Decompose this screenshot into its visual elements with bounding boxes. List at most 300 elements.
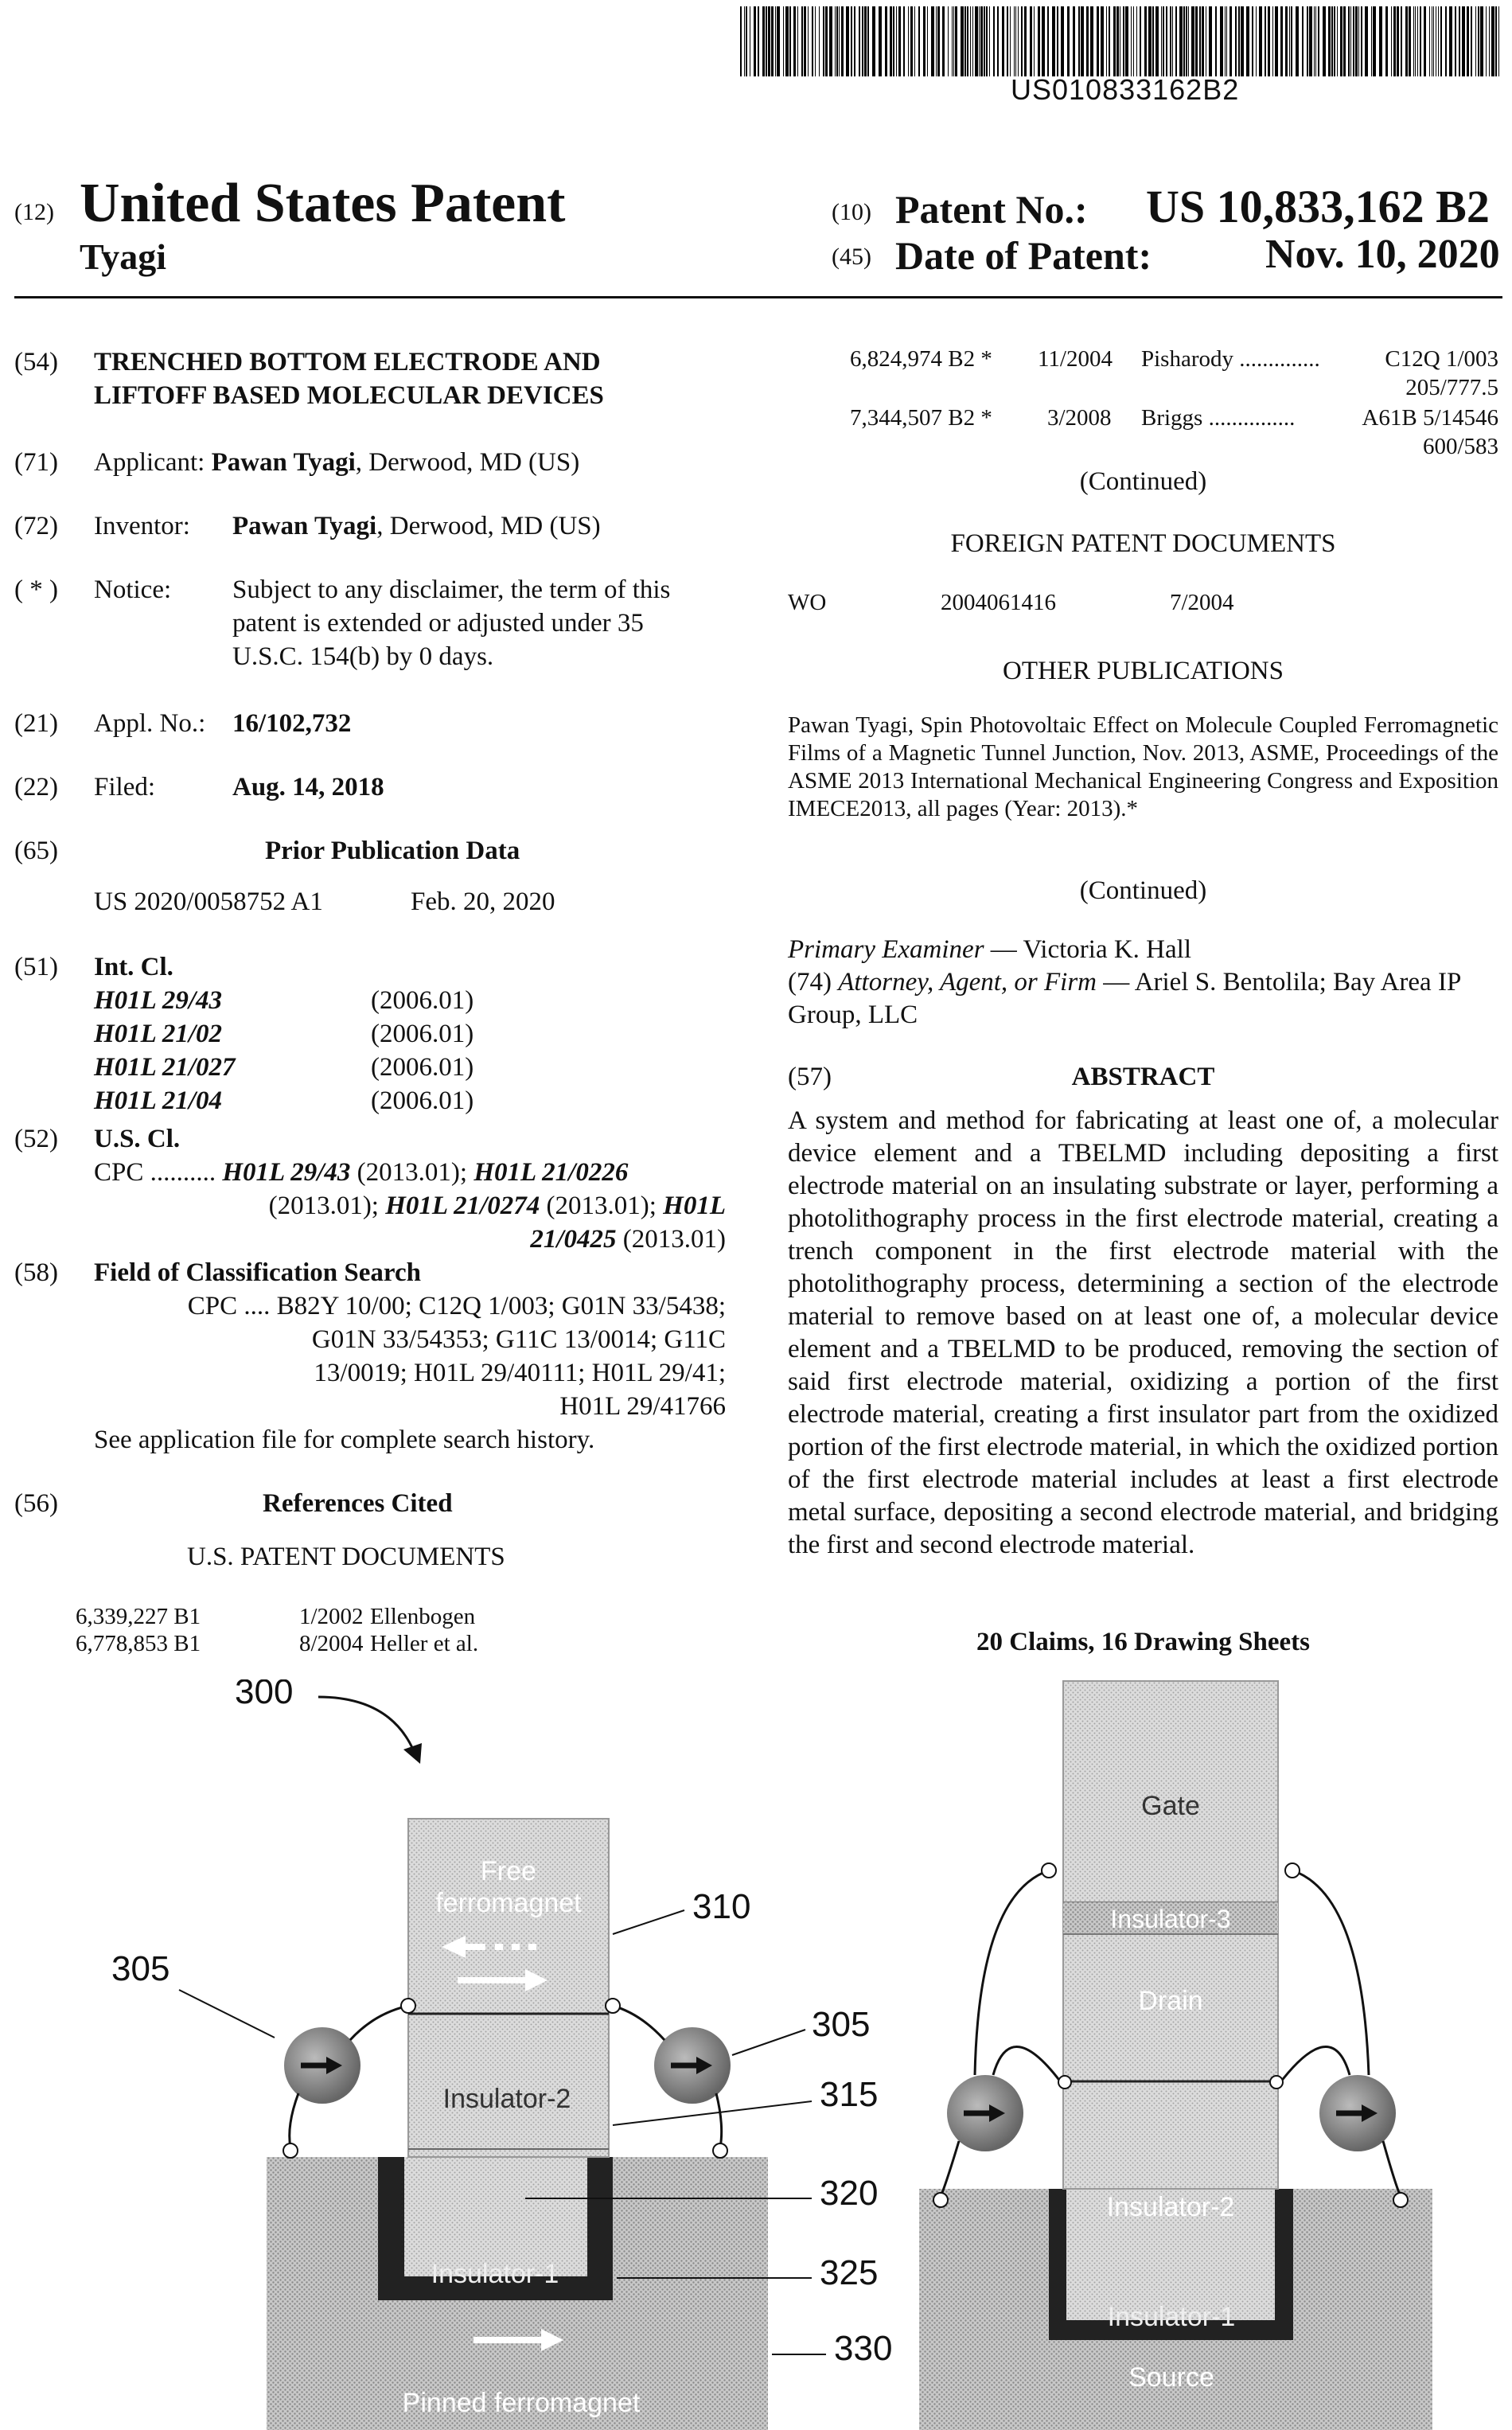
- molecule-tether: [1292, 1870, 1369, 2075]
- code-45: (45): [832, 244, 871, 270]
- cpc-date: (2013.01);: [268, 1192, 386, 1220]
- foreign-docs-heading: FOREIGN PATENT DOCUMENTS: [950, 529, 1336, 558]
- barcode-bar: [980, 6, 983, 76]
- examiner-name: — Victoria K. Hall: [984, 935, 1191, 964]
- int-cl-year: (2006.01): [371, 1053, 474, 1082]
- ref-date: 8/2004: [299, 1631, 364, 1656]
- barcode-bar: [1163, 6, 1164, 76]
- code-10: (10): [832, 199, 871, 225]
- barcode-bar: [979, 6, 980, 76]
- title-line-2: LIFTOFF BASED MOLECULAR DEVICES: [94, 381, 604, 410]
- us-cl-label: U.S. Cl.: [94, 1125, 181, 1153]
- continued-2: (Continued): [1079, 876, 1207, 905]
- date-of-patent: Nov. 10, 2020: [1265, 232, 1500, 277]
- inventor-label: Inventor:: [94, 512, 190, 540]
- barcode-bar: [952, 6, 953, 76]
- barcode-bar: [1361, 6, 1362, 76]
- barcode-bar: [1195, 6, 1198, 76]
- insulator-2-label: Insulator-2: [442, 2084, 571, 2114]
- barcode-bar: [927, 6, 928, 76]
- barcode-bar: [839, 6, 840, 76]
- barcode-bar: [918, 6, 920, 76]
- cpc-label: CPC ..........: [94, 1158, 216, 1187]
- barcode-bar: [1272, 6, 1273, 76]
- abstract-text: A system and method for fabricating at least one of, a molecular device element and a TBELMD including depositing a first electrode material on an insulating substrate or layer, performing a photolithography process in the first electrode material, creating a trench component in the first electrode material with the photolithography process, determining a section of the electrode material to remove based on at least one of, a molecular device element and a TBELMD to be produced, removing the section of said first electrode material, oxidizing a portion of the first electrode material, creating a first insulator part from the oxidized portion of the first electrode material, in which the oxidized portion of the first electrode material includes at least a first electrode metal surface, depositing a second electrode material, and bridging the first and second electrode material.: [788, 1106, 1498, 1559]
- barcode-bar: [1038, 6, 1040, 76]
- barcode-bar: [885, 6, 887, 76]
- code-51: (51): [14, 953, 58, 981]
- barcode-bar: [1393, 6, 1396, 76]
- barcode-bar: [890, 6, 892, 76]
- molecule-tether: [716, 2093, 722, 2147]
- other-pubs-heading: OTHER PUBLICATIONS: [1003, 657, 1284, 685]
- ref-number: 7,344,507 B2 *: [850, 405, 992, 431]
- ref-305-right: 305: [812, 2005, 871, 2044]
- barcode-bar: [1334, 6, 1335, 76]
- barcode-bar: [1097, 6, 1099, 76]
- barcode-bar: [1318, 6, 1319, 76]
- barcode-bar: [1125, 6, 1128, 76]
- barcode-bar: [1199, 6, 1201, 76]
- barcode-bar: [775, 6, 776, 76]
- ref-name: Pisharody ..............: [1141, 346, 1320, 372]
- applicant-line: [94, 446, 579, 479]
- barcode-bar: [1296, 6, 1299, 76]
- barcode-bar: [1331, 6, 1333, 76]
- anchor-point: [606, 1999, 620, 2013]
- molecule-tether: [993, 2046, 1063, 2085]
- date-label: Date of Patent:: [895, 233, 1152, 278]
- barcode-bar: [989, 6, 990, 76]
- barcode-bar: [1445, 6, 1447, 76]
- barcode-bar: [1106, 6, 1107, 76]
- barcode-bar: [1438, 6, 1439, 76]
- barcode-bar: [908, 6, 909, 76]
- barcode-bar: [1371, 6, 1372, 76]
- barcode-bar: [804, 6, 806, 76]
- patent-title: United States Patent: [80, 173, 566, 234]
- barcode-bar: [1480, 6, 1483, 76]
- filed-date: Aug. 14, 2018: [232, 773, 384, 802]
- barcode-bar: [910, 6, 913, 76]
- barcode-bar: [1170, 6, 1171, 76]
- barcode-bar: [1315, 6, 1316, 76]
- anchor-point: [283, 2143, 298, 2158]
- barcode-bar: [1140, 6, 1141, 76]
- barcode-bar: [851, 6, 852, 76]
- barcode-bar: [936, 6, 937, 76]
- barcode-bar: [815, 6, 816, 76]
- molecule-tether: [290, 2093, 298, 2147]
- barcode-bar: [923, 6, 926, 76]
- ref-name: Briggs ...............: [1141, 405, 1296, 431]
- field-search-line-1: CPC .... B82Y 10/00; C12Q 1/003; G01N 33/5438;: [187, 1292, 726, 1320]
- code-58: (58): [14, 1258, 58, 1287]
- barcode-bar: [823, 6, 824, 76]
- us-cl-line-3: [94, 1223, 726, 1256]
- barcode-bar: [1491, 6, 1494, 76]
- barcode-bar: [812, 6, 813, 76]
- ref-305-left: 305: [111, 1949, 170, 1988]
- barcode-bar: [1440, 6, 1442, 76]
- int-cl-class: H01L 21/02: [94, 1020, 223, 1048]
- insulator-2-label: Insulator-2: [1106, 2192, 1235, 2222]
- leader-line: [318, 1697, 414, 1751]
- barcode-bar: [1373, 6, 1376, 76]
- barcode-bar: [1030, 6, 1032, 76]
- barcode-bar: [1337, 6, 1338, 76]
- barcode-bar: [835, 6, 836, 76]
- barcode-bar: [1123, 6, 1124, 76]
- barcode-bar: [1433, 6, 1434, 76]
- notice-line-1: Subject to any disclaimer, the term of this: [232, 575, 671, 604]
- molecule-tether: [1278, 2046, 1350, 2085]
- barcode-bar: [766, 6, 767, 76]
- barcode-bar: [914, 6, 915, 76]
- inventor-name: Pawan Tyagi: [232, 512, 377, 540]
- molecule-tether: [1383, 2141, 1401, 2197]
- ref-330: 330: [834, 2329, 893, 2368]
- field-search-line-4: H01L 29/41766: [559, 1392, 726, 1421]
- ref-320: 320: [820, 2174, 879, 2213]
- barcode-bar: [1413, 6, 1414, 76]
- barcode-bar: [1235, 6, 1237, 76]
- barcode-bar: [1405, 6, 1408, 76]
- applicant-location: , Derwood, MD (US): [355, 448, 580, 477]
- barcode-bar: [1086, 6, 1089, 76]
- prior-pub-number: US 2020/0058752 A1: [94, 887, 323, 916]
- anchor-point: [713, 2143, 727, 2158]
- barcode-bar: [931, 6, 934, 76]
- code-52: (52): [14, 1125, 58, 1153]
- source-label: Source: [1128, 2362, 1214, 2393]
- barcode-bar: [975, 6, 978, 76]
- barcode-bar: [1215, 6, 1217, 76]
- field-search-line-2: G01N 33/54353; G11C 13/0014; G11C: [311, 1325, 726, 1354]
- barcode-bar: [1391, 6, 1392, 76]
- barcode-bar: [1179, 6, 1183, 76]
- barcode-bar: [1225, 6, 1226, 76]
- ref-date: 1/2002: [299, 1604, 364, 1629]
- free-ferromagnet-label-2: ferromagnet: [435, 1888, 582, 1918]
- insulator-1-label: Insulator-1: [1107, 2302, 1236, 2332]
- barcode-bar: [1343, 6, 1346, 76]
- abstract-heading: ABSTRACT: [1071, 1063, 1215, 1091]
- barcode-bar: [1353, 6, 1354, 76]
- ref-number: 6,778,853 B1: [76, 1631, 201, 1656]
- ref-name: Ellenbogen: [370, 1604, 476, 1629]
- barcode-bar: [1238, 6, 1240, 76]
- barcode-bar: [841, 6, 844, 76]
- barcode-bar: [1498, 6, 1499, 76]
- barcode-bar: [1047, 6, 1049, 76]
- cpc-class: H01L: [663, 1192, 726, 1220]
- barcode-bar: [942, 6, 945, 76]
- barcode-bar: [893, 6, 894, 76]
- barcode-bar: [854, 6, 855, 76]
- barcode-bar: [1401, 6, 1402, 76]
- code-56: (56): [14, 1489, 58, 1518]
- code-72: (72): [14, 512, 58, 540]
- barcode-bar: [862, 6, 863, 76]
- code-65: (65): [14, 837, 58, 865]
- ref-class: A61B 5/14546: [1362, 405, 1498, 431]
- int-cl-year: (2006.01): [371, 1020, 474, 1048]
- barcode-bar: [1241, 6, 1244, 76]
- notice-line-2: patent is extended or adjusted under 35: [232, 609, 644, 638]
- barcode-bar: [1152, 6, 1154, 76]
- barcode-bar: [1010, 6, 1011, 76]
- barcode-bar: [1309, 6, 1312, 76]
- representative-figure: [0, 1679, 1512, 2430]
- other-publication: Pawan Tyagi, Spin Photovoltaic Effect on Molecule Coupled Ferromagnetic Films of a Magnetic Tunnel Junction, Nov. 2013, ASME, Proceedings of the ASME 2013 International Mechanical Engineering Congress and Exposition IMECE2013, all pages (Year: 2013).*: [788, 712, 1498, 821]
- barcode-bar: [1133, 6, 1134, 76]
- barcode-bar: [1285, 6, 1288, 76]
- ref-subclass: 600/583: [1422, 434, 1498, 459]
- barcode-bar: [1314, 6, 1315, 76]
- barcode-bar: [1459, 6, 1460, 76]
- right-device: [919, 1681, 1432, 2430]
- barcode-bar: [1166, 6, 1167, 76]
- barcode-bar: [1420, 6, 1421, 76]
- barcode-bar: [1467, 6, 1469, 76]
- attorney-code: (74): [788, 968, 839, 997]
- barcode-bar: [758, 6, 759, 76]
- barcode-bar: [964, 6, 966, 76]
- code-54: (54): [14, 348, 58, 376]
- cpc-class: H01L 21/0226: [473, 1158, 629, 1187]
- molecule-tether: [613, 2006, 664, 2040]
- filed-label: Filed:: [94, 773, 156, 802]
- barcode-bar: [986, 6, 988, 76]
- barcode-bar: [1175, 6, 1177, 76]
- barcode-bar: [1265, 6, 1266, 76]
- code-22: (22): [14, 773, 58, 802]
- barcode-bar: [1191, 6, 1194, 76]
- barcode-bar: [972, 6, 973, 76]
- patent-no-label: Patent No.:: [895, 187, 1088, 232]
- ref-class: C12Q 1/003: [1385, 346, 1498, 372]
- barcode-bar: [1109, 6, 1110, 76]
- barcode-bar: [953, 6, 954, 76]
- title-line-1: TRENCHED BOTTOM ELECTRODE AND: [94, 348, 601, 376]
- continued-1: (Continued): [1079, 467, 1207, 496]
- barcode-bar: [955, 6, 957, 76]
- barcode-bar: [801, 6, 803, 76]
- examiner-label: Primary Examiner: [788, 935, 984, 964]
- barcode-bar: [1155, 6, 1159, 76]
- int-cl-class: H01L 21/04: [94, 1086, 223, 1115]
- barcode-bar: [879, 6, 882, 76]
- barcode-bar: [1014, 6, 1015, 76]
- barcode-bar: [1113, 6, 1116, 76]
- molecule-tether: [941, 2141, 959, 2197]
- ref-date: 11/2004: [1038, 346, 1113, 372]
- barcode-bar: [808, 6, 809, 76]
- prior-pub-heading: Prior Publication Data: [265, 837, 520, 865]
- barcode-bar: [1471, 6, 1472, 76]
- barcode-bar: [864, 6, 867, 76]
- barcode-bar: [903, 6, 905, 76]
- barcode-bar: [1002, 6, 1004, 76]
- cpc-class: 21/0425: [530, 1225, 617, 1254]
- us-cl-line-1: [94, 1156, 628, 1189]
- free-ferromagnet-label-1: Free: [481, 1856, 536, 1886]
- barcode-bar: [1116, 6, 1119, 76]
- barcode-bar: [867, 6, 869, 76]
- barcode-bar: [1259, 6, 1262, 76]
- barcode-bar: [1424, 6, 1426, 76]
- ref-300: 300: [235, 1679, 294, 1711]
- barcode-bar: [836, 6, 838, 76]
- anchor-point: [1270, 2076, 1283, 2089]
- leader-line: [732, 2030, 805, 2055]
- barcode-bar: [754, 6, 756, 76]
- anchor-point: [1285, 1863, 1300, 1878]
- barcode-bar: [740, 6, 742, 76]
- anchor-point: [1042, 1863, 1056, 1878]
- barcode-bar: [1021, 6, 1023, 76]
- barcode-bar: [1415, 6, 1416, 76]
- barcode-bar: [777, 6, 780, 76]
- barcode-bar: [1220, 6, 1223, 76]
- claims-summary: 20 Claims, 16 Drawing Sheets: [976, 1628, 1310, 1656]
- prior-pub-date: Feb. 20, 2020: [411, 887, 555, 916]
- molecule-tether: [350, 2006, 408, 2040]
- barcode-bar: [1449, 6, 1452, 76]
- molecule-tether: [975, 1870, 1049, 2075]
- barcode-bar: [1328, 6, 1331, 76]
- barcode-bar: [1209, 6, 1212, 76]
- barcode-bar: [937, 6, 940, 76]
- barcode-bar: [1280, 6, 1283, 76]
- cpc-date: (2013.01);: [540, 1192, 664, 1220]
- barcode-bar: [1252, 6, 1253, 76]
- code-notice: ( * ): [14, 575, 58, 604]
- foreign-number: 2004061416: [941, 590, 1056, 615]
- applicant-label: Applicant:: [94, 448, 205, 477]
- barcode-bar: [1289, 6, 1290, 76]
- examiner-line: [788, 933, 1191, 966]
- barcode-bar: [1302, 6, 1304, 76]
- barcode-bar: [1486, 6, 1487, 76]
- notice-line-3: U.S.C. 154(b) by 0 days.: [232, 642, 494, 671]
- barcode-bar: [859, 6, 860, 76]
- barcode-bar: [1417, 6, 1418, 76]
- barcode-bar: [1455, 6, 1456, 76]
- field-search-note: See application file for complete search history.: [94, 1426, 595, 1454]
- field-search-label: Field of Classification Search: [94, 1258, 421, 1287]
- barcode-bar: [1256, 6, 1257, 76]
- inventor-line: [232, 509, 601, 543]
- leader-line: [613, 1910, 684, 1934]
- int-cl-year: (2006.01): [371, 986, 474, 1015]
- barcode-bar: [1034, 6, 1035, 76]
- barcode-bar: [1161, 6, 1162, 76]
- barcode-bar: [1340, 6, 1342, 76]
- barcode-bar: [970, 6, 971, 76]
- barcode-bar: [1073, 6, 1075, 76]
- code-57: (57): [788, 1063, 832, 1091]
- int-cl-class: H01L 29/43: [94, 986, 223, 1015]
- barcode-bar: [1397, 6, 1399, 76]
- cpc-date: (2013.01): [616, 1225, 726, 1254]
- barcode-bar: [1365, 6, 1368, 76]
- pinned-ferromagnet-label: Pinned ferromagnet: [402, 2388, 641, 2418]
- references-heading: References Cited: [263, 1489, 453, 1518]
- insulator-1-label: Insulator-1: [431, 2259, 559, 2289]
- anchor-point: [933, 2193, 948, 2207]
- barcode-bar: [1018, 6, 1019, 76]
- patent-number: US 10,833,162 B2: [1146, 181, 1490, 232]
- barcode-bar: [1067, 6, 1070, 76]
- ref-310: 310: [692, 1887, 751, 1926]
- barcode-bar: [785, 6, 789, 76]
- barcode-bar: [1385, 6, 1388, 76]
- barcode-bar: [1101, 6, 1104, 76]
- barcode-bar: [1078, 6, 1080, 76]
- int-cl-year: (2006.01): [371, 1086, 474, 1115]
- barcode-bar: [961, 6, 964, 76]
- barcode: [740, 6, 1504, 76]
- barcode-bar: [1024, 6, 1027, 76]
- barcode-bar: [1475, 6, 1476, 76]
- anchor-point: [1393, 2193, 1408, 2207]
- barcode-bar: [1489, 6, 1490, 76]
- barcode-bar: [1307, 6, 1308, 76]
- barcode-bar: [1042, 6, 1045, 76]
- barcode-bar: [793, 6, 796, 76]
- inventor-location: , Derwood, MD (US): [376, 512, 601, 540]
- barcode-bar: [783, 6, 784, 76]
- barcode-bar: [1355, 6, 1358, 76]
- barcode-bar: [744, 6, 745, 76]
- barcode-bar: [1057, 6, 1058, 76]
- barcode-bar: [1495, 6, 1497, 76]
- appl-no: 16/102,732: [232, 709, 352, 738]
- code-21: (21): [14, 709, 58, 738]
- barcode-bar: [896, 6, 897, 76]
- barcode-bar: [1061, 6, 1064, 76]
- barcode-bar: [1226, 6, 1227, 76]
- barcode-bar: [819, 6, 820, 76]
- barcode-bar: [1409, 6, 1411, 76]
- cpc-date: (2013.01);: [350, 1158, 474, 1187]
- barcode-bar: [789, 6, 791, 76]
- barcode-bar: [829, 6, 832, 76]
- int-cl-label: Int. Cl.: [94, 953, 173, 981]
- field-search-line-3: 13/0019; H01L 29/40111; H01L 29/41;: [314, 1359, 726, 1387]
- barcode-bar: [1090, 6, 1093, 76]
- barcode-bar: [1462, 6, 1465, 76]
- ref-number: 6,824,974 B2 *: [850, 346, 992, 372]
- cpc-class: H01L 21/0274: [385, 1192, 540, 1220]
- ref-315: 315: [820, 2075, 879, 2114]
- us-patent-docs-heading: U.S. PATENT DOCUMENTS: [187, 1543, 505, 1571]
- barcode-bar: [1186, 6, 1187, 76]
- leader-line: [179, 1990, 275, 2038]
- foreign-country: WO: [788, 590, 827, 615]
- barcode-bar: [1291, 6, 1292, 76]
- barcode-bar: [1081, 6, 1084, 76]
- appl-no-label: Appl. No.:: [94, 709, 206, 738]
- leader-line: [613, 2101, 812, 2125]
- barcode-bar: [1172, 6, 1173, 76]
- barcode-bar: [1478, 6, 1479, 76]
- notice-label: Notice:: [94, 575, 172, 604]
- attorney-line: [788, 966, 1498, 1032]
- barcode-bar: [948, 6, 949, 76]
